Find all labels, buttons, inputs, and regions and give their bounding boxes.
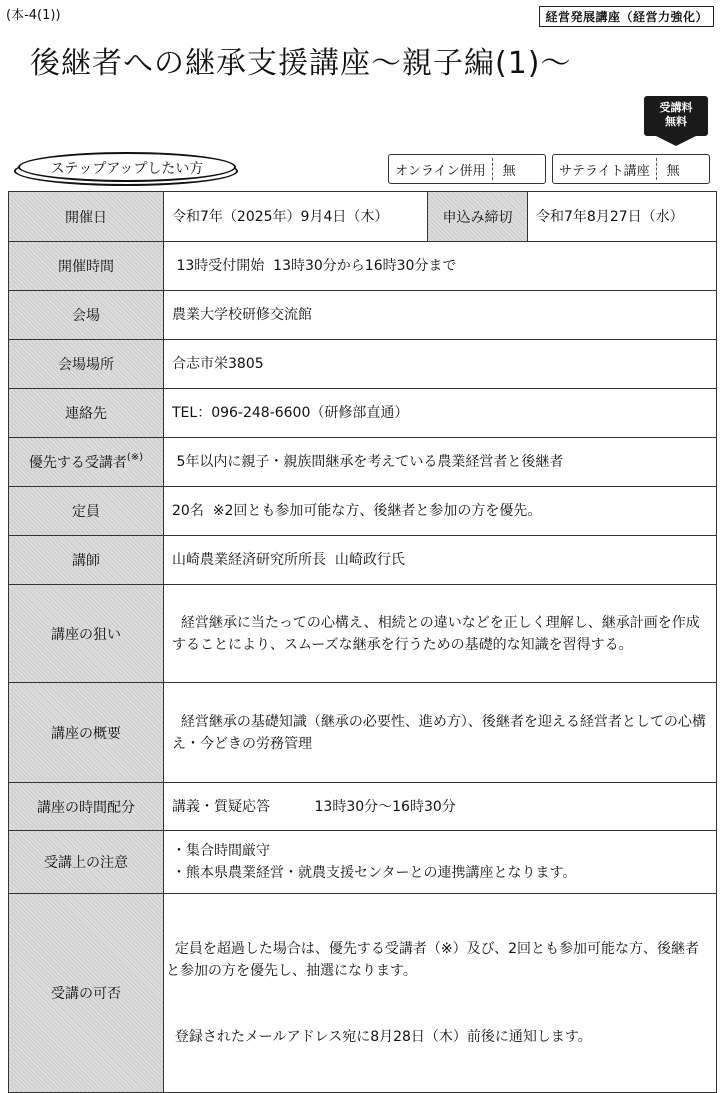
priority-label-cell bbox=[9, 438, 164, 487]
schedule-label: 講座の時間配分 bbox=[9, 783, 164, 831]
row-venue bbox=[9, 291, 717, 340]
priority-label: 優先する受講者 bbox=[28, 455, 127, 471]
capacity-label: 定員 bbox=[9, 487, 164, 536]
satellite-label: サテライト講座 bbox=[559, 163, 650, 179]
aim-value: 経営継承に当たっての心構え、相続との違いなどを正しく理解し、継承計画を作成することにより、スムーズな継承を行うための基礎的な知識を習得する。 bbox=[164, 585, 717, 683]
row-address bbox=[9, 340, 717, 389]
lecturer-value: 山崎農業経済研究所所長 山崎政行氏 bbox=[164, 536, 717, 585]
notes-line2: ・熊本県農業経営・就農支援センターとの連携講座となります。 bbox=[172, 865, 577, 881]
row-schedule bbox=[9, 783, 717, 831]
capacity-value: 20名 ※2回とも参加可能な方、後継者と参加の方を優先。 bbox=[164, 487, 717, 536]
satellite-option bbox=[552, 154, 710, 184]
venue-label: 会場 bbox=[9, 291, 164, 340]
page-code: (本-4(1)) bbox=[6, 8, 61, 23]
notes-label: 受講上の注意 bbox=[9, 831, 164, 894]
address-value: 合志市栄3805 bbox=[164, 340, 717, 389]
row-priority bbox=[9, 438, 717, 487]
online-option bbox=[388, 154, 546, 184]
eligibility-line1: 定員を超過した場合は、優先する受講者（※）及び、2回とも参加可能な方、後継者と参加の方を優先し、抽選になります。 bbox=[166, 941, 699, 979]
overview-value: 経営継承の基礎知識（継承の必要性、進め方）、後継者を迎える経営者としての心構え・今どきの労務管理 bbox=[164, 683, 717, 783]
row-aim bbox=[9, 585, 717, 683]
category-label: 経営発展講座（経営力強化） bbox=[539, 6, 714, 27]
time-value: 13時受付開始 13時30分から16時30分まで bbox=[164, 242, 717, 291]
lecturer-label: 講師 bbox=[9, 536, 164, 585]
notes-line1: ・集合時間厳守 bbox=[172, 843, 270, 859]
contact-label: 連絡先 bbox=[9, 389, 164, 438]
course-info-table bbox=[8, 191, 717, 1093]
row-contact bbox=[9, 389, 717, 438]
deadline-value: 令和7年8月27日（水） bbox=[528, 192, 717, 242]
address-label: 会場場所 bbox=[9, 340, 164, 389]
schedule-value: 講義・質疑応答 13時30分～16時30分 bbox=[164, 783, 717, 831]
notes-value bbox=[164, 831, 717, 894]
fee-badge-line2: 無料 bbox=[665, 115, 687, 128]
eligibility-label: 受講の可否 bbox=[9, 894, 164, 1093]
eligibility-line2: 登録されたメールアドレス宛に8月28日（木）前後に通知します。 bbox=[166, 1029, 592, 1045]
priority-mark: (※) bbox=[126, 452, 144, 463]
target-audience-text: ステップアップしたい方 bbox=[50, 161, 204, 177]
online-value: 無 bbox=[502, 163, 516, 179]
satellite-value: 無 bbox=[666, 163, 680, 179]
date-label: 開催日 bbox=[9, 192, 164, 242]
row-eligibility bbox=[9, 894, 717, 1093]
row-notes bbox=[9, 831, 717, 894]
target-audience-badge bbox=[14, 150, 236, 186]
time-label: 開催時間 bbox=[9, 242, 164, 291]
row-capacity bbox=[9, 487, 717, 536]
overview-label: 講座の概要 bbox=[9, 683, 164, 783]
page-title: 後継者への継承支援講座～親子編(1)～ bbox=[30, 46, 572, 81]
venue-value: 農業大学校研修交流館 bbox=[164, 291, 717, 340]
row-lecturer bbox=[9, 536, 717, 585]
row-date bbox=[9, 192, 717, 242]
online-label: オンライン併用 bbox=[395, 163, 486, 179]
fee-badge bbox=[644, 96, 708, 146]
aim-label: 講座の狙い bbox=[9, 585, 164, 683]
row-overview bbox=[9, 683, 717, 783]
fee-badge-line1: 受講料 bbox=[659, 101, 693, 114]
date-value: 令和7年（2025年）9月4日（木） bbox=[164, 192, 428, 242]
eligibility-value bbox=[164, 894, 717, 1093]
contact-value: TEL：096-248-6600（研修部直通） bbox=[164, 389, 717, 438]
priority-value: 5年以内に親子・親族間継承を考えている農業経営者と後継者 bbox=[164, 438, 717, 487]
deadline-label: 申込み締切 bbox=[428, 192, 528, 242]
row-time bbox=[9, 242, 717, 291]
